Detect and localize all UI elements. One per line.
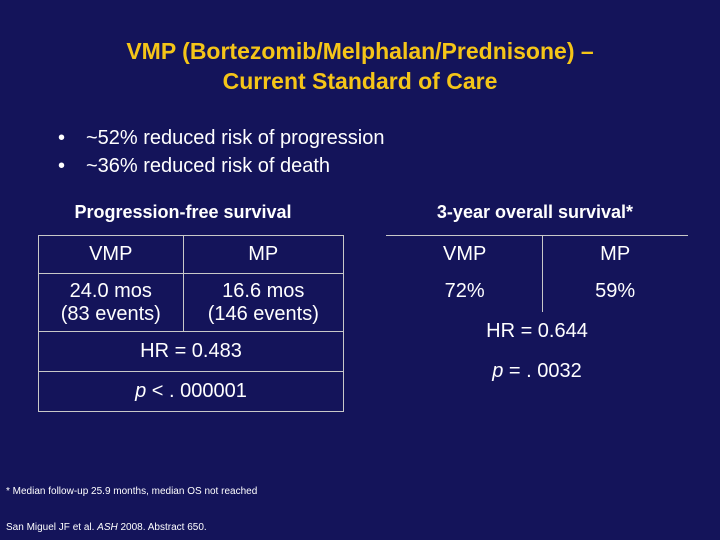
pfs-table	[38, 235, 344, 412]
pfs-col-vmp: VMP	[39, 236, 184, 274]
bullet-text: ~36% reduced risk of death	[86, 155, 331, 177]
os-col-vmp: VMP	[387, 236, 543, 274]
source-prefix: San Miguel JF et al.	[6, 522, 98, 533]
bullet-item	[58, 124, 385, 152]
bullet-list	[58, 124, 385, 180]
bullet-item	[58, 152, 385, 180]
title-line-1: VMP (Bortezomib/Melphalan/Prednisone) –	[126, 38, 594, 64]
pfs-mp-events: (146 events)	[207, 302, 319, 325]
os-hazard-ratio: HR = 0.644	[486, 320, 588, 342]
pfs-vmp-median: 24.0 mos	[69, 279, 152, 302]
source-suffix: 2008. Abstract 650.	[117, 522, 207, 533]
os-heading: 3-year overall survival*	[436, 202, 634, 222]
pfs-p-label: p	[135, 380, 147, 402]
bullet-dot-icon: •	[58, 127, 66, 149]
bullet-text: ~52% reduced risk of progression	[86, 127, 385, 149]
os-vmp-value: 72%	[387, 274, 543, 312]
title-line-2: Current Standard of Care	[222, 68, 498, 94]
bullet-dot-icon: •	[58, 155, 66, 177]
pfs-mp-value	[183, 274, 343, 332]
source-citation	[6, 522, 207, 533]
os-p-value	[387, 352, 688, 392]
os-col-mp: MP	[543, 236, 688, 274]
pfs-p-number: < . 000001	[146, 380, 247, 402]
pfs-mp-median: 16.6 mos	[222, 279, 305, 302]
pfs-col-mp: MP	[183, 236, 343, 274]
pfs-hazard-ratio: HR = 0.483	[39, 332, 344, 372]
slide-title	[0, 36, 720, 96]
os-mp-value: 59%	[595, 280, 636, 302]
os-p-label: p	[492, 360, 504, 382]
os-p-number: = . 0032	[503, 360, 582, 382]
pfs-heading: Progression-free survival	[74, 202, 292, 222]
pfs-p-value	[39, 372, 344, 412]
footnote: * Median follow-up 25.9 months, median OS not reached	[6, 486, 258, 497]
source-journal: ASH	[97, 522, 118, 533]
pfs-vmp-events: (83 events)	[60, 302, 161, 325]
os-table	[386, 235, 688, 392]
pfs-vmp-value	[39, 274, 184, 332]
